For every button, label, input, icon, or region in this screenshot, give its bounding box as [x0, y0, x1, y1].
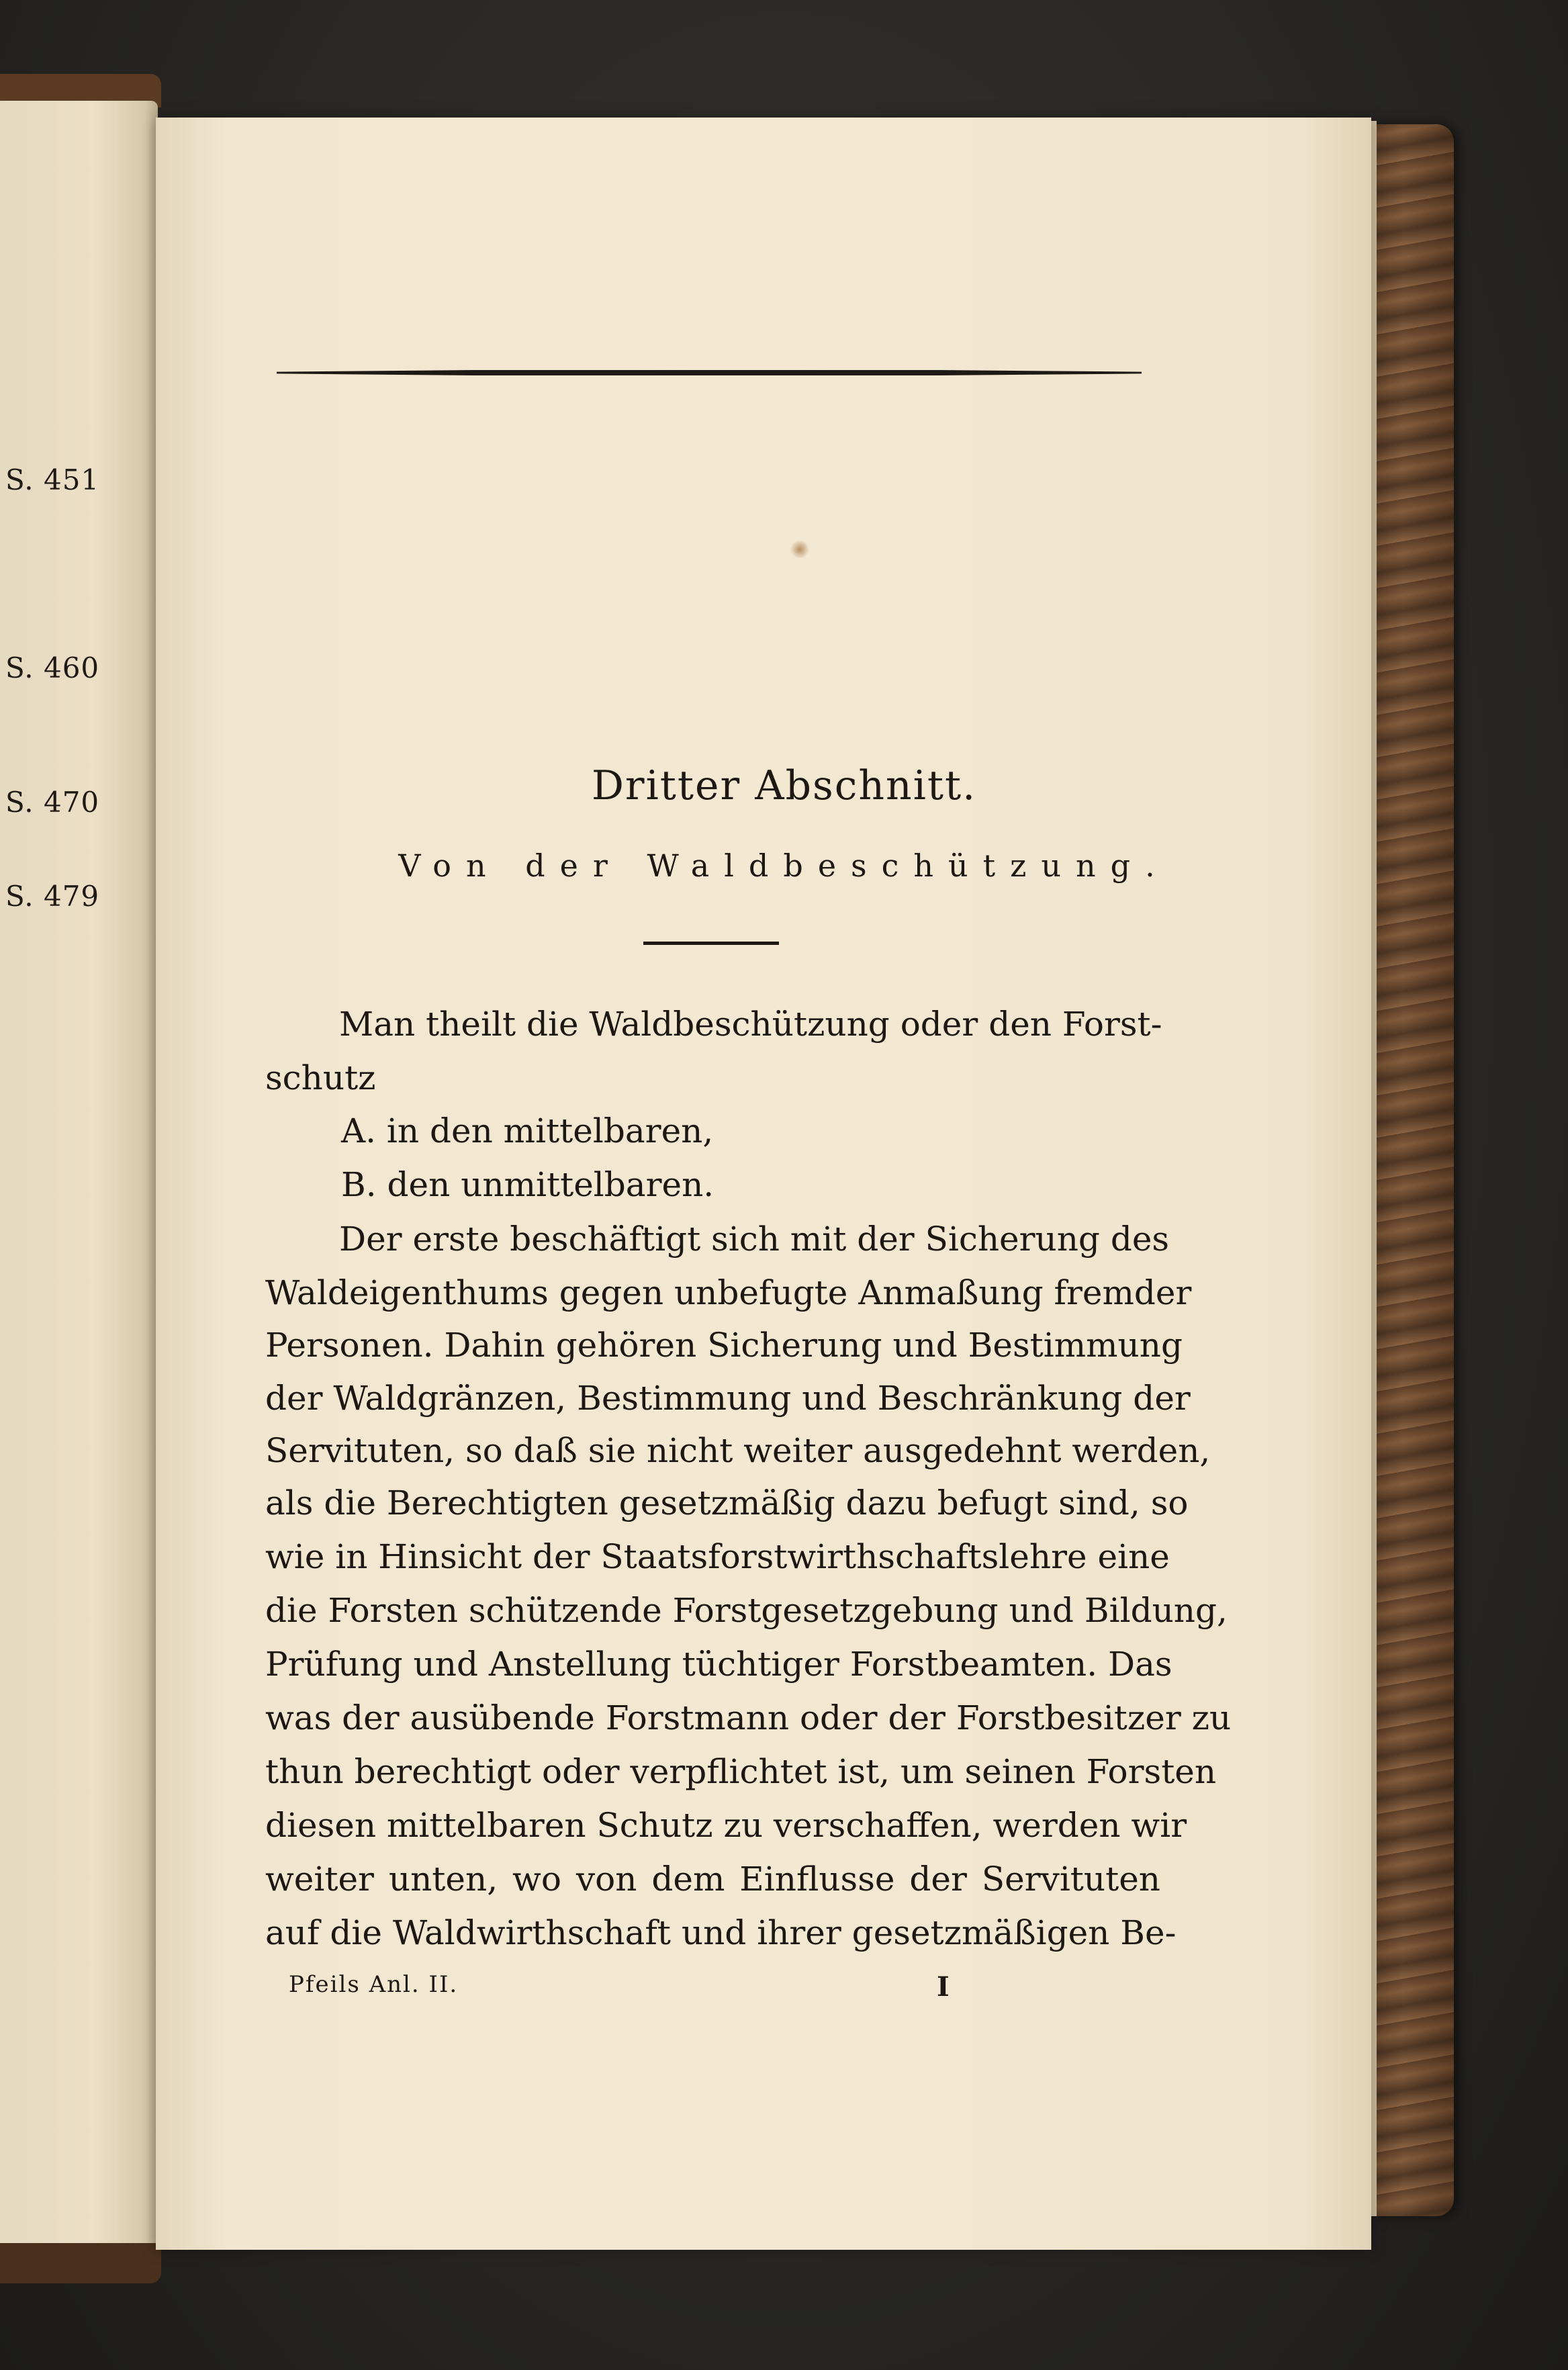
printer-signature: Pfeils Anl. II.	[289, 1971, 459, 1998]
section-title: Dritter Abschnitt.	[591, 762, 977, 809]
sheet-number: I	[937, 1971, 950, 2003]
body-line: wie in Hinsicht der Staatsforstwirthschaftslehre eine	[265, 1537, 1170, 1576]
body-line: der Waldgränzen, Bestimmung und Beschränkung der	[265, 1379, 1191, 1418]
foxing-spot	[790, 541, 809, 558]
body-line: Prüfung und Anstellung tüchtiger Forstbeamten. Das	[265, 1645, 1172, 1684]
left-page	[0, 101, 158, 2250]
body-line: Der erste beschäftigt sich mit der Sicherung des	[339, 1220, 1170, 1259]
body-line: auf die Waldwirthschaft und ihrer gesetzmäßigen Be-	[265, 1913, 1177, 1952]
body-line: thun berechtigt oder verpflichtet ist, um seinen Forsten	[265, 1752, 1217, 1791]
title-divider	[643, 942, 779, 945]
left-page-ref: S. 470	[5, 786, 100, 819]
body-line: Waldeigenthums gegen unbefugte Anmaßung fremder	[265, 1273, 1192, 1312]
body-line: Man theilt die Waldbeschützung oder den Forst-	[339, 1005, 1162, 1044]
body-line: Personen. Dahin gehören Sicherung und Bestimmung	[265, 1326, 1183, 1365]
section-subtitle: Von der Waldbeschützung.	[398, 848, 1170, 884]
body-line: die Forsten schützende Forstgesetzgebung und Bildung,	[265, 1591, 1228, 1630]
left-page-ref: S. 460	[5, 651, 100, 684]
left-page-ref: S. 451	[5, 463, 100, 496]
list-item-a: A. in den mittelbaren,	[341, 1111, 714, 1150]
left-page-ref: S. 479	[5, 880, 100, 913]
left-cover-bottom	[0, 2243, 161, 2283]
body-line: als die Berechtigten gesetzmäßig dazu befugt sind, so	[265, 1484, 1189, 1522]
body-line: weiter unten, wo von dem Einflusse der Servituten	[265, 1860, 1160, 1899]
list-item-b: B. den unmittelbaren.	[341, 1165, 714, 1204]
body-line: was der ausübende Forstmann oder der Forstbesitzer zu	[265, 1698, 1232, 1737]
book-binding	[1370, 124, 1454, 2216]
body-line: diesen mittelbaren Schutz zu verschaffen, werden wir	[265, 1806, 1187, 1845]
body-line: Servituten, so daß sie nicht weiter ausgedehnt werden,	[265, 1431, 1211, 1470]
body-line: schutz	[265, 1058, 376, 1097]
